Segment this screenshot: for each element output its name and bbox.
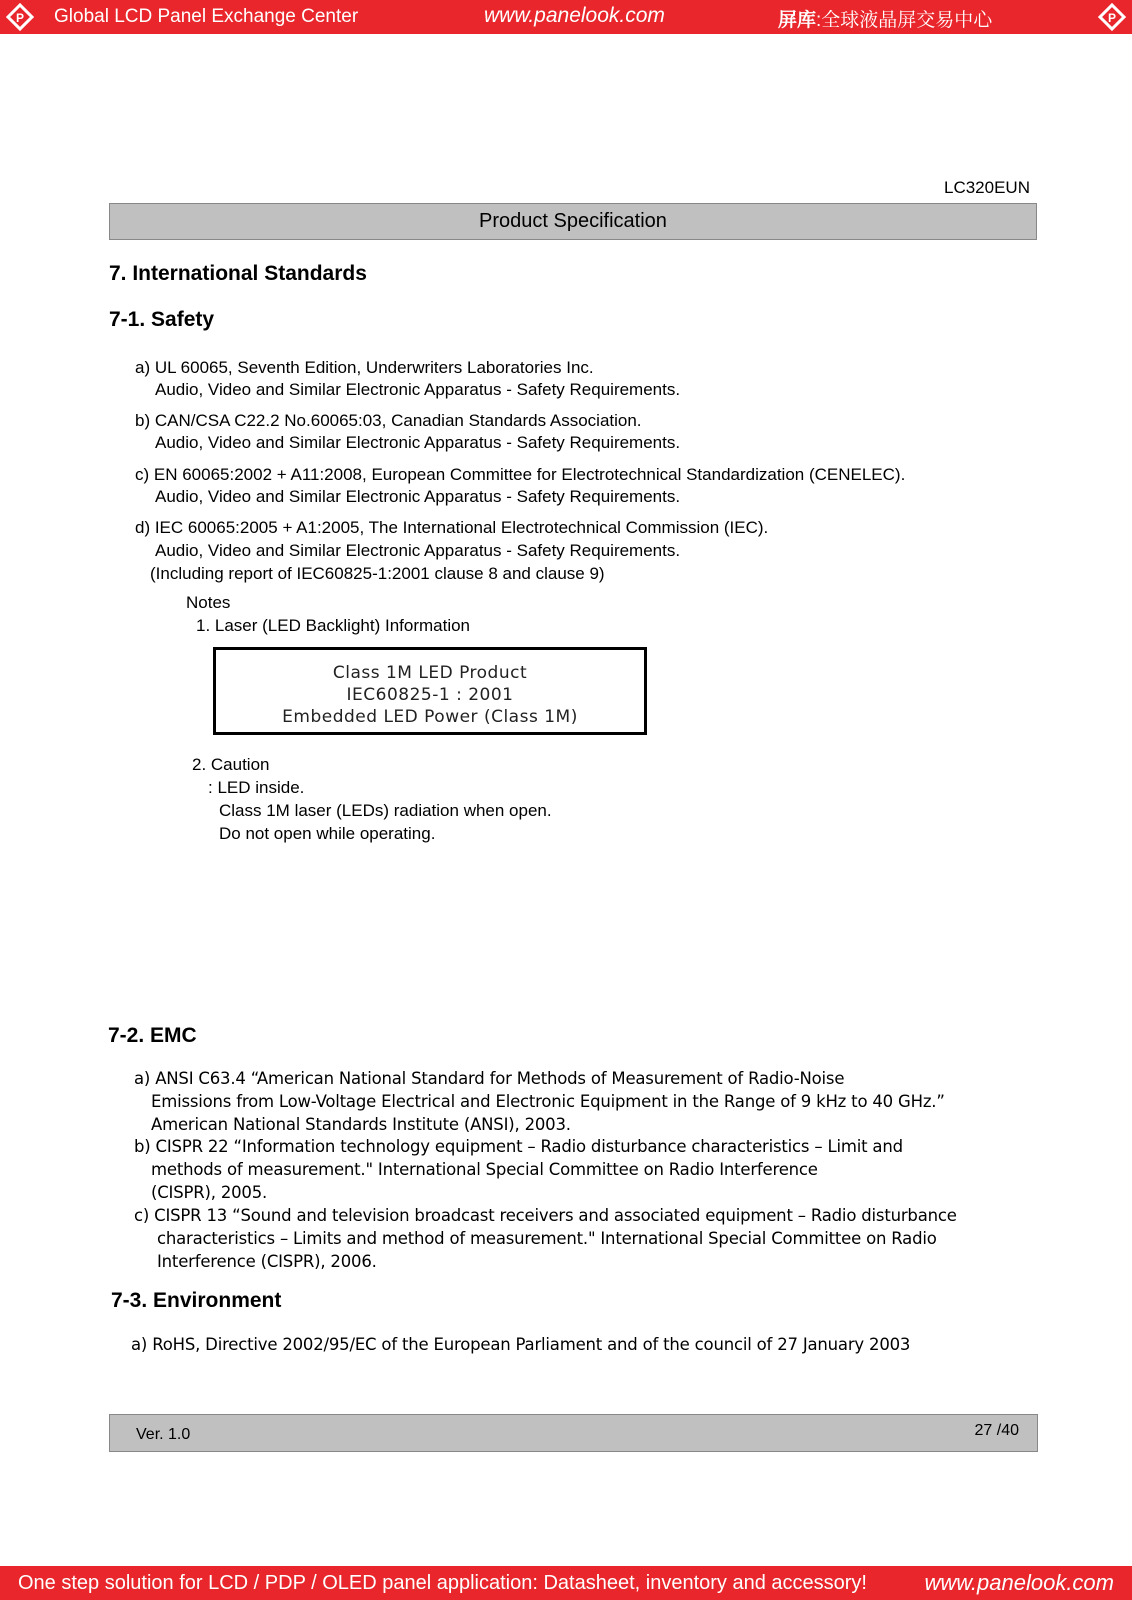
emc-line: b) CISPR 22 “Information technology equipment – Radio disturbance characteristics – Limit and — [134, 1137, 903, 1156]
environment-title: 7-3. Environment — [111, 1289, 282, 1312]
page-number: 27 /40 — [974, 1422, 1019, 1439]
safety-item-c: c) EN 60065:2002 + A11:2008, European Committee for Electrotechnical Standardization (CENELEC). — [135, 465, 906, 484]
emc-line: (CISPR), 2005. — [151, 1183, 268, 1202]
emc-title: 7-2. EMC — [108, 1024, 197, 1047]
safety-item-c-desc: Audio, Video and Similar Electronic Apparatus - Safety Requirements. — [155, 487, 681, 506]
svg-text:P: P — [15, 11, 25, 25]
panelook-logo-icon — [6, 3, 34, 31]
safety-item-b-desc: Audio, Video and Similar Electronic Apparatus - Safety Requirements. — [155, 433, 681, 452]
emc-line: methods of measurement." International Special Committee on Radio Interference — [151, 1160, 818, 1179]
version-label: Ver. 1.0 — [136, 1426, 191, 1443]
safety-title: 7-1. Safety — [109, 308, 215, 331]
laser-info-line: Class 1M LED Product — [332, 663, 528, 683]
emc-line: American National Standards Institute (ANSI), 2003. — [151, 1115, 571, 1134]
emc-line: Interference (CISPR), 2006. — [157, 1252, 377, 1271]
environment-item-a: a) RoHS, Directive 2002/95/EC of the European Parliament and of the council of 27 January 2003 — [131, 1335, 911, 1354]
panelook-logo-icon — [1098, 3, 1126, 31]
banner-right-text — [778, 5, 992, 32]
svg-text:P: P — [1107, 11, 1117, 25]
emc-line: a) ANSI C63.4 “American National Standard for Methods of Measurement of Radio-Noise — [134, 1069, 845, 1088]
footer-bar — [109, 1414, 1038, 1452]
banner-right-bold: 屏库 — [778, 10, 817, 31]
safety-item-a-desc: Audio, Video and Similar Electronic Apparatus - Safety Requirements. — [155, 380, 681, 399]
section-title: 7. International Standards — [109, 262, 367, 285]
laser-info-line: IEC60825-1 : 2001 — [346, 685, 514, 705]
caution-line: Do not open while operating. — [219, 824, 436, 843]
safety-item-d-desc: Audio, Video and Similar Electronic Apparatus - Safety Requirements. — [155, 541, 681, 560]
emc-line: characteristics – Limits and method of measurement." International Special Committee on Radio — [157, 1229, 937, 1248]
notes-label: Notes — [186, 593, 231, 612]
banner-right-rest: :全球液晶屏交易中心 — [816, 10, 993, 31]
safety-item-a: a) UL 60065, Seventh Edition, Underwriters Laboratories Inc. — [135, 358, 594, 377]
safety-item-d-note: (Including report of IEC60825-1:2001 clause 8 and clause 9) — [150, 564, 605, 583]
bottom-banner-text: One step solution for LCD / PDP / OLED panel application: Datasheet, inventory and accessory! — [18, 1572, 867, 1594]
note-2: 2. Caution — [192, 755, 270, 774]
laser-info-line: Embedded LED Power (Class 1M) — [282, 707, 578, 727]
laser-info-box — [213, 647, 647, 735]
top-banner — [0, 0, 1132, 34]
note-1: 1. Laser (LED Backlight) Information — [196, 616, 471, 635]
safety-item-b: b) CAN/CSA C22.2 No.60065:03, Canadian Standards Association. — [135, 411, 642, 430]
banner-left-text: Global LCD Panel Exchange Center — [54, 6, 359, 27]
safety-item-d: d) IEC 60065:2005 + A1:2005, The International Electrotechnical Commission (IEC). — [135, 518, 769, 537]
banner-url-link[interactable]: www.panelook.com — [484, 4, 665, 27]
document-id: LC320EUN — [944, 178, 1030, 197]
emc-line: Emissions from Low-Voltage Electrical and Electronic Equipment in the Range of 9 kHz to 40 GHz.” — [151, 1092, 945, 1111]
emc-line: c) CISPR 13 “Sound and television broadcast receivers and associated equipment – Radio disturbance — [134, 1206, 957, 1225]
bottom-banner — [0, 1566, 1132, 1600]
header-title-bar: Product Specification — [109, 203, 1037, 240]
caution-line: : LED inside. — [208, 778, 305, 797]
bottom-banner-url-link[interactable]: www.panelook.com — [924, 1570, 1114, 1595]
caution-line: Class 1M laser (LEDs) radiation when open. — [219, 801, 552, 820]
